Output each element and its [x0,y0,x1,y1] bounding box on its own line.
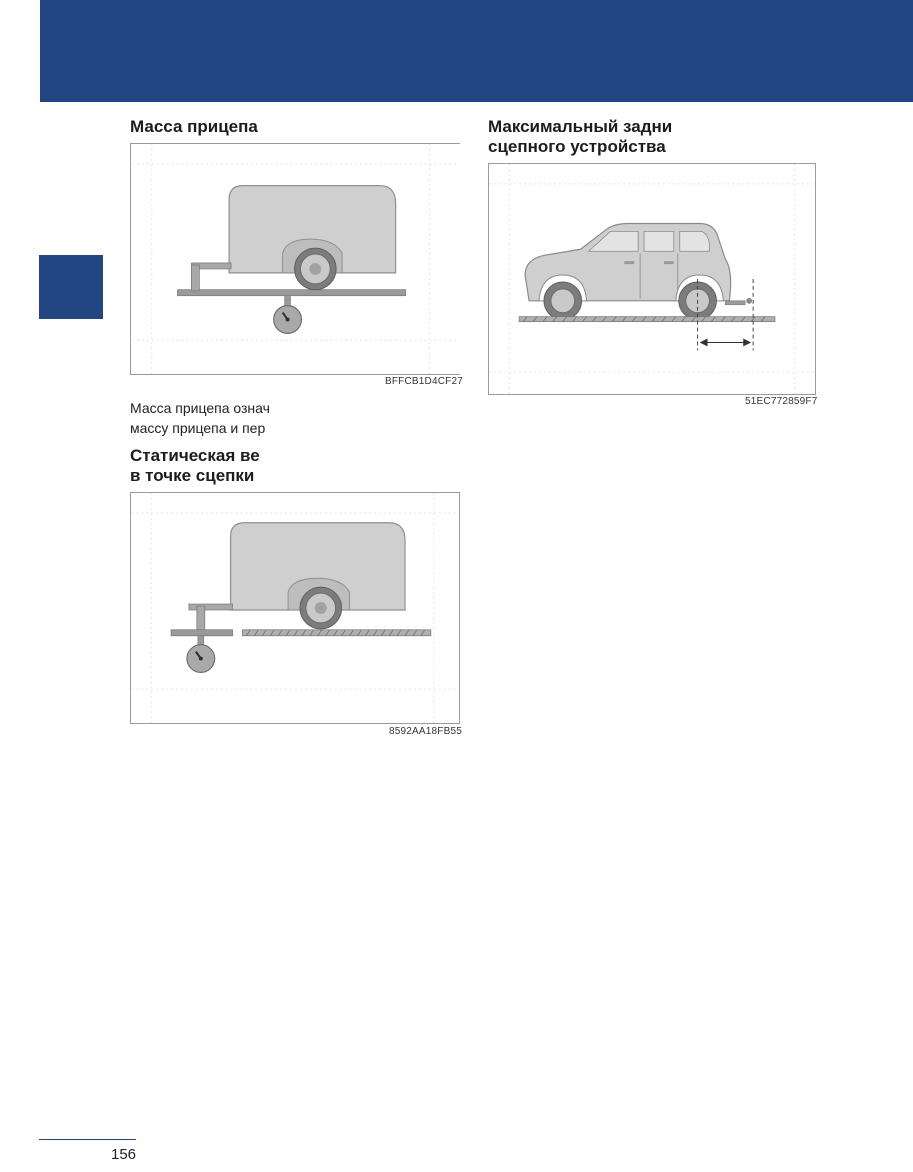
trailer-mass-figure [130,143,460,375]
section-heading-static-load [130,446,260,486]
body-line: Масса прицепа означ [130,400,270,416]
rear-overhang-figure [488,163,816,395]
figure-code: BFFCB1D4CF27 [385,376,463,387]
trailer-on-scale-icon [131,144,460,374]
static-load-figure [130,492,460,724]
page-number: 156 [111,1146,137,1163]
section-heading-max-rear-overhang [488,117,672,157]
car-rear-overhang-icon [489,164,815,394]
figure-code: 8592AA18FB55 [389,726,463,737]
trailer-mass-description [130,398,270,438]
heading-line: Максимальный задни [488,117,673,136]
chapter-tab [39,255,103,319]
footer-rule [39,1139,136,1140]
figure-code: 51EC772859F7 [745,396,818,407]
heading-line: в точке сцепки [130,466,255,485]
body-line: массу прицепа и пер [130,420,266,436]
section-heading-trailer-mass: Масса прицепа [130,117,258,136]
header-band [40,0,913,102]
heading-line: сцепного устройства [488,137,666,156]
heading-line: Статическая ве [130,446,260,465]
trailer-tongue-scale-icon [131,493,459,723]
